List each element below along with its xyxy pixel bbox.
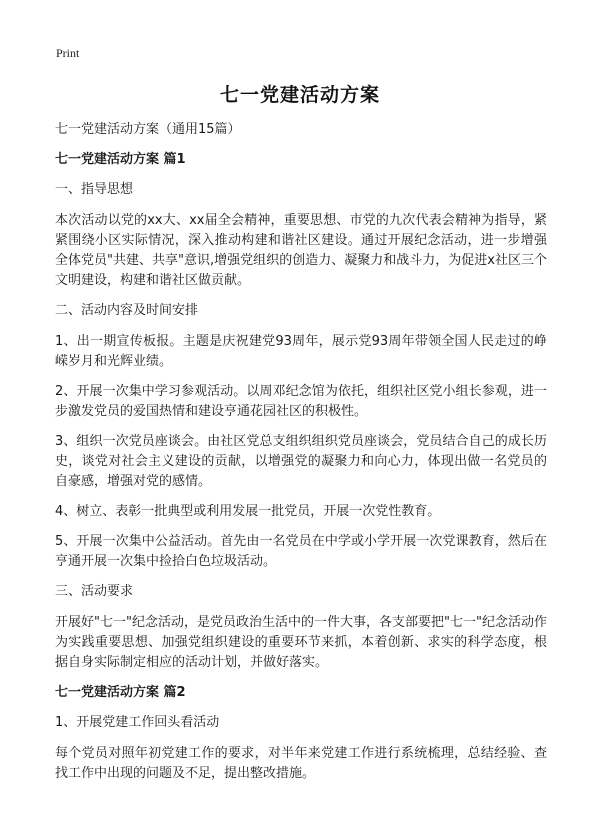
list-item: 5、开展一次集中公益活动。首先由一名党员在中学或小学开展一次党课教育，然后在亨通开展一次集中捡拾白色垃圾活动。 bbox=[55, 534, 547, 569]
list-item: 3、组织一次党员座谈会。由社区党总支组织组织党员座谈会，党员结合自己的成长历史，谈党对社会主义建设的贡献，以增强党的凝聚力和向心力，体现出做一名党员的自豪感，增强对党的感情。 bbox=[55, 434, 547, 489]
list-item: 2、开展一次集中学习参观活动。以周邓纪念馆为依托，组织社区党小组长参观，进一步激发党员的爱国热情和建设亨通花园社区的积极性。 bbox=[55, 384, 547, 419]
section-1-guiding-heading: 一、指导思想 bbox=[55, 182, 134, 197]
print-label: Print bbox=[56, 46, 80, 60]
section-1-heading: 七一党建活动方案 篇1 bbox=[55, 152, 186, 167]
section-2-paragraph: 每个党员对照年初党建工作的要求，对半年来党建工作进行系统梳理，总结经验、查找工作中出现的问题及不足，提出整改措施。 bbox=[55, 746, 547, 781]
section-2-item-heading: 1、开展党建工作回头看活动 bbox=[55, 715, 220, 730]
section-1-guiding-paragraph: 本次活动以党的xx大、xx届全会精神，重要思想、市党的九次代表会精神为指导，紧紧围绕小区实际情况，深入推动构建和谐社区建设。通过开展纪念活动，进一步增强全体党员"共建、共享"意识,增强党组织的创造力、凝聚力和战斗力，为促进x社区三个文明建设，构建和谐社区做贡献。 bbox=[55, 213, 547, 288]
document-subtitle: 七一党建活动方案（通用15篇） bbox=[55, 122, 241, 137]
page-title: 七一党建活动方案 bbox=[219, 84, 380, 106]
document-body bbox=[55, 120, 547, 794]
section-1-requirements-heading: 三、活动要求 bbox=[55, 584, 134, 599]
list-item: 4、树立、表彰一批典型或利用发展一批党员，开展一次党性教育。 bbox=[55, 504, 441, 519]
section-1-requirements-paragraph: 开展好"七一"纪念活动，是党员政治生活中的一件大事，各支部要把"七一"纪念活动作为实践重要思想、加强党组织建设的重要环节来抓，本着创新、求实的科学态度，根据自身实际制定相应的活动计划，并做好落实。 bbox=[55, 615, 547, 670]
list-item: 1、出一期宣传板报。主题是庆祝建党93周年，展示党93周年带领全国人民走过的峥嵘岁月和光辉业绩。 bbox=[55, 334, 547, 369]
section-2-heading: 七一党建活动方案 篇2 bbox=[55, 685, 186, 700]
section-1-schedule-heading: 二、活动内容及时间安排 bbox=[55, 303, 199, 318]
